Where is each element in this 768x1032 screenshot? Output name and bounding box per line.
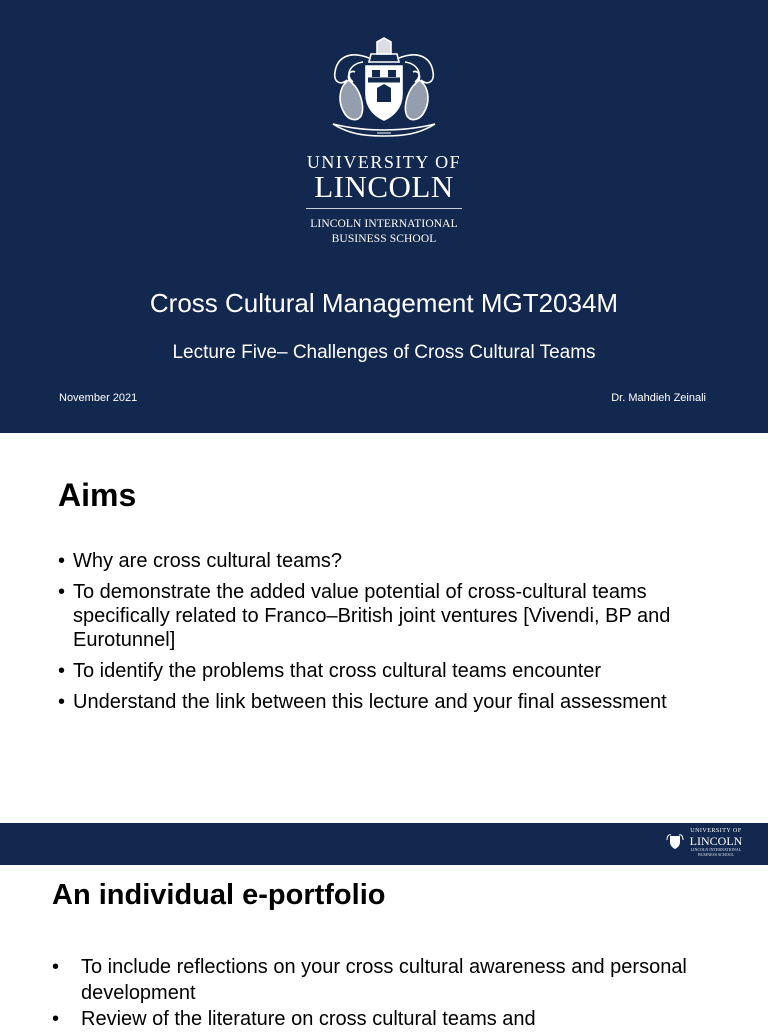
list-item: • To include reflections on your cross cultural awareness and personal development — [52, 954, 712, 1006]
slide-date: November 2021 — [59, 392, 138, 404]
list-item: • Why are cross cultural teams? — [58, 549, 698, 573]
school-name-line1: LINCOLN INTERNATIONAL — [310, 218, 458, 230]
school-name-line2: BUSINESS SCHOOL — [331, 233, 437, 245]
aims-title: Aims — [58, 477, 137, 513]
small-crest-icon — [666, 832, 684, 850]
logo-divider — [306, 208, 462, 209]
university-name-line1: UNIVERSITY OF — [306, 152, 462, 172]
list-item: • To identify the problems that cross cultural teams encounter — [58, 659, 698, 683]
aims-slide — [0, 433, 768, 823]
e-portfolio-title: An individual e-portfolio — [52, 879, 386, 911]
slide-author: Dr. Mahdieh Zeinali — [611, 392, 706, 404]
slide-title: Cross Cultural Management MGT2034M — [149, 288, 619, 318]
small-university-logo — [666, 828, 748, 862]
university-name-line2: LINCOLN — [314, 169, 454, 204]
list-item: • Review of the literature on cross cultural teams and — [52, 1006, 712, 1032]
aims-bullet-list — [58, 549, 698, 721]
small-logo-line3: LINCOLN INTERNATIONAL BUSINESS SCHOOL — [690, 847, 742, 857]
small-logo-line2: LINCOLN — [689, 834, 743, 848]
university-logo-text — [284, 152, 484, 247]
e-portfolio-slide — [0, 865, 768, 1030]
title-slide — [0, 0, 768, 433]
slide-subtitle: Lecture Five– Challenges of Cross Cultural Teams — [172, 342, 596, 363]
list-item: • To demonstrate the added value potential of cross-cultural teams specifically related to Franco–British joint ventures [Vivendi, BP and Eurotunnel] — [58, 580, 698, 652]
slide-header-bar — [0, 823, 768, 865]
list-item: • Understand the link between this lecture and your final assessment — [58, 690, 698, 714]
e-portfolio-bullet-list — [52, 954, 712, 1032]
university-crest-icon — [319, 36, 449, 144]
small-logo-line1: UNIVERSITY OF — [690, 828, 742, 834]
